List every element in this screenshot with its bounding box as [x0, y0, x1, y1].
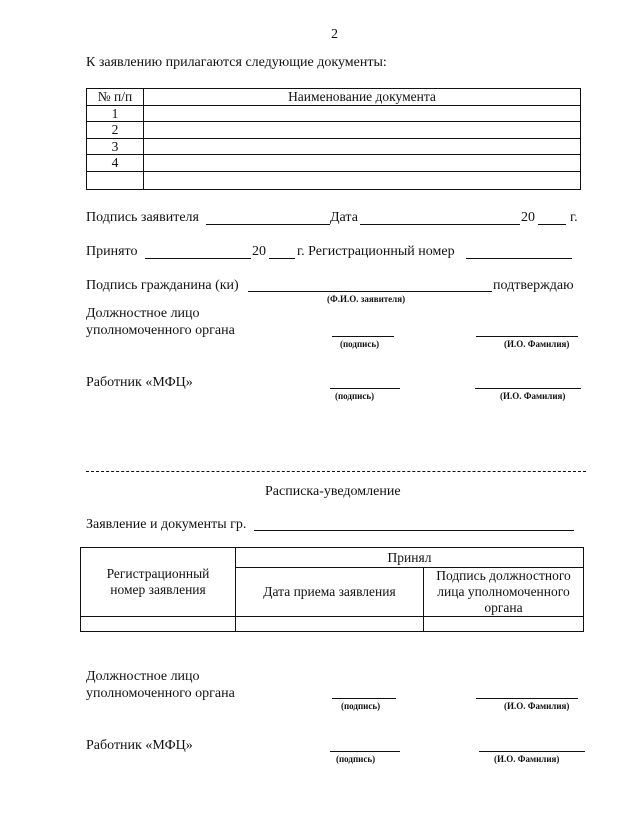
table-row[interactable]	[87, 171, 581, 189]
accepted-year-prefix: 20	[252, 244, 266, 259]
accepted-date-field[interactable]	[145, 258, 251, 259]
date-received-cell[interactable]	[236, 617, 424, 632]
doc-name-cell[interactable]	[144, 171, 581, 189]
mfc-name-caption: (И.О. Фамилия)	[500, 391, 566, 401]
reg-number-header-line1: Регистрационный	[106, 566, 210, 581]
table-row[interactable]	[87, 105, 581, 122]
official-signature-header-line3: органа	[484, 600, 523, 615]
official-signature-field[interactable]	[332, 336, 394, 337]
documents-table	[86, 88, 581, 190]
row-number: 4	[87, 155, 144, 172]
official2-name-caption: (И.О. Фамилия)	[504, 701, 570, 711]
accepted-year-field[interactable]	[269, 258, 295, 259]
official-signature-caption: (подпись)	[340, 339, 380, 349]
official-name-caption: (И.О. Фамилия)	[504, 339, 570, 349]
official2-name-field[interactable]	[476, 698, 578, 699]
mfc2-name-field[interactable]	[479, 751, 585, 752]
table-row[interactable]	[81, 617, 584, 632]
citizen-signature-field[interactable]	[248, 291, 492, 292]
applicant-fio-caption: (Ф.И.О. заявителя)	[327, 294, 406, 304]
registration-number-label: г. Регистрационный номер	[297, 244, 455, 259]
official2-label-line1: Должностное лицо	[86, 669, 200, 684]
mfc2-signature-field[interactable]	[330, 751, 400, 752]
doc-name-cell[interactable]	[144, 122, 581, 139]
receipt-title: Расписка-уведомление	[265, 484, 401, 499]
official2-signature-caption: (подпись)	[341, 701, 381, 711]
receipt-table	[80, 547, 584, 632]
doc-name-cell[interactable]	[144, 138, 581, 155]
citizen-signature-label: Подпись гражданина (ки)	[86, 278, 239, 293]
year-prefix: 20	[521, 210, 535, 225]
applicant-signature-field[interactable]	[206, 224, 330, 225]
confirm-label: подтверждаю	[493, 278, 574, 293]
official-signature-header-line1: Подпись должностного	[436, 568, 571, 583]
year-suffix: г.	[570, 210, 578, 225]
mfc2-name-caption: (И.О. Фамилия)	[494, 754, 560, 764]
accepted-header: Принял	[236, 548, 584, 568]
doc-name-cell[interactable]	[144, 155, 581, 172]
year-field[interactable]	[538, 224, 566, 225]
doc-name-cell[interactable]	[144, 105, 581, 122]
row-number: 3	[87, 138, 144, 155]
accepted-label: Принято	[86, 244, 138, 259]
col-name-header: Наименование документа	[144, 89, 581, 106]
date-field[interactable]	[360, 224, 520, 225]
row-number: 1	[87, 105, 144, 122]
mfc-signature-caption: (подпись)	[335, 391, 375, 401]
reg-number-header	[81, 548, 236, 617]
official-label-line1: Должностное лицо	[86, 306, 200, 321]
table-row[interactable]	[87, 155, 581, 172]
reg-number-header-line2: номер заявления	[110, 582, 206, 597]
registration-number-field[interactable]	[466, 258, 572, 259]
row-number: 2	[87, 122, 144, 139]
table-header-row	[87, 89, 581, 106]
mfc-signature-field[interactable]	[330, 388, 400, 389]
mfc2-worker-label: Работник «МФЦ»	[86, 738, 193, 753]
official-name-field[interactable]	[476, 336, 578, 337]
receipt-docs-label: Заявление и документы гр.	[86, 517, 247, 532]
official2-signature-field[interactable]	[332, 698, 396, 699]
mfc2-signature-caption: (подпись)	[336, 754, 376, 764]
attached-docs-heading: К заявлению прилагаются следующие документы:	[86, 55, 387, 70]
cut-line	[86, 471, 586, 472]
official-signature-header-line2: лица уполномоченного	[437, 584, 570, 599]
receipt-citizen-name-field[interactable]	[254, 530, 574, 531]
row-number	[87, 171, 144, 189]
date-received-header: Дата приема заявления	[236, 568, 424, 617]
mfc-worker-label: Работник «МФЦ»	[86, 375, 193, 390]
official-signature-header	[424, 568, 584, 617]
page-number: 2	[331, 27, 338, 42]
reg-number-cell[interactable]	[81, 617, 236, 632]
official-label-line2: уполномоченного органа	[86, 323, 235, 338]
date-label: Дата	[330, 210, 358, 225]
col-number-header: № п/п	[87, 89, 144, 106]
applicant-signature-label: Подпись заявителя	[86, 210, 199, 225]
table-row[interactable]	[87, 122, 581, 139]
official-signature-cell[interactable]	[424, 617, 584, 632]
mfc-name-field[interactable]	[475, 388, 581, 389]
official2-label-line2: уполномоченного органа	[86, 686, 235, 701]
table-row[interactable]	[87, 138, 581, 155]
